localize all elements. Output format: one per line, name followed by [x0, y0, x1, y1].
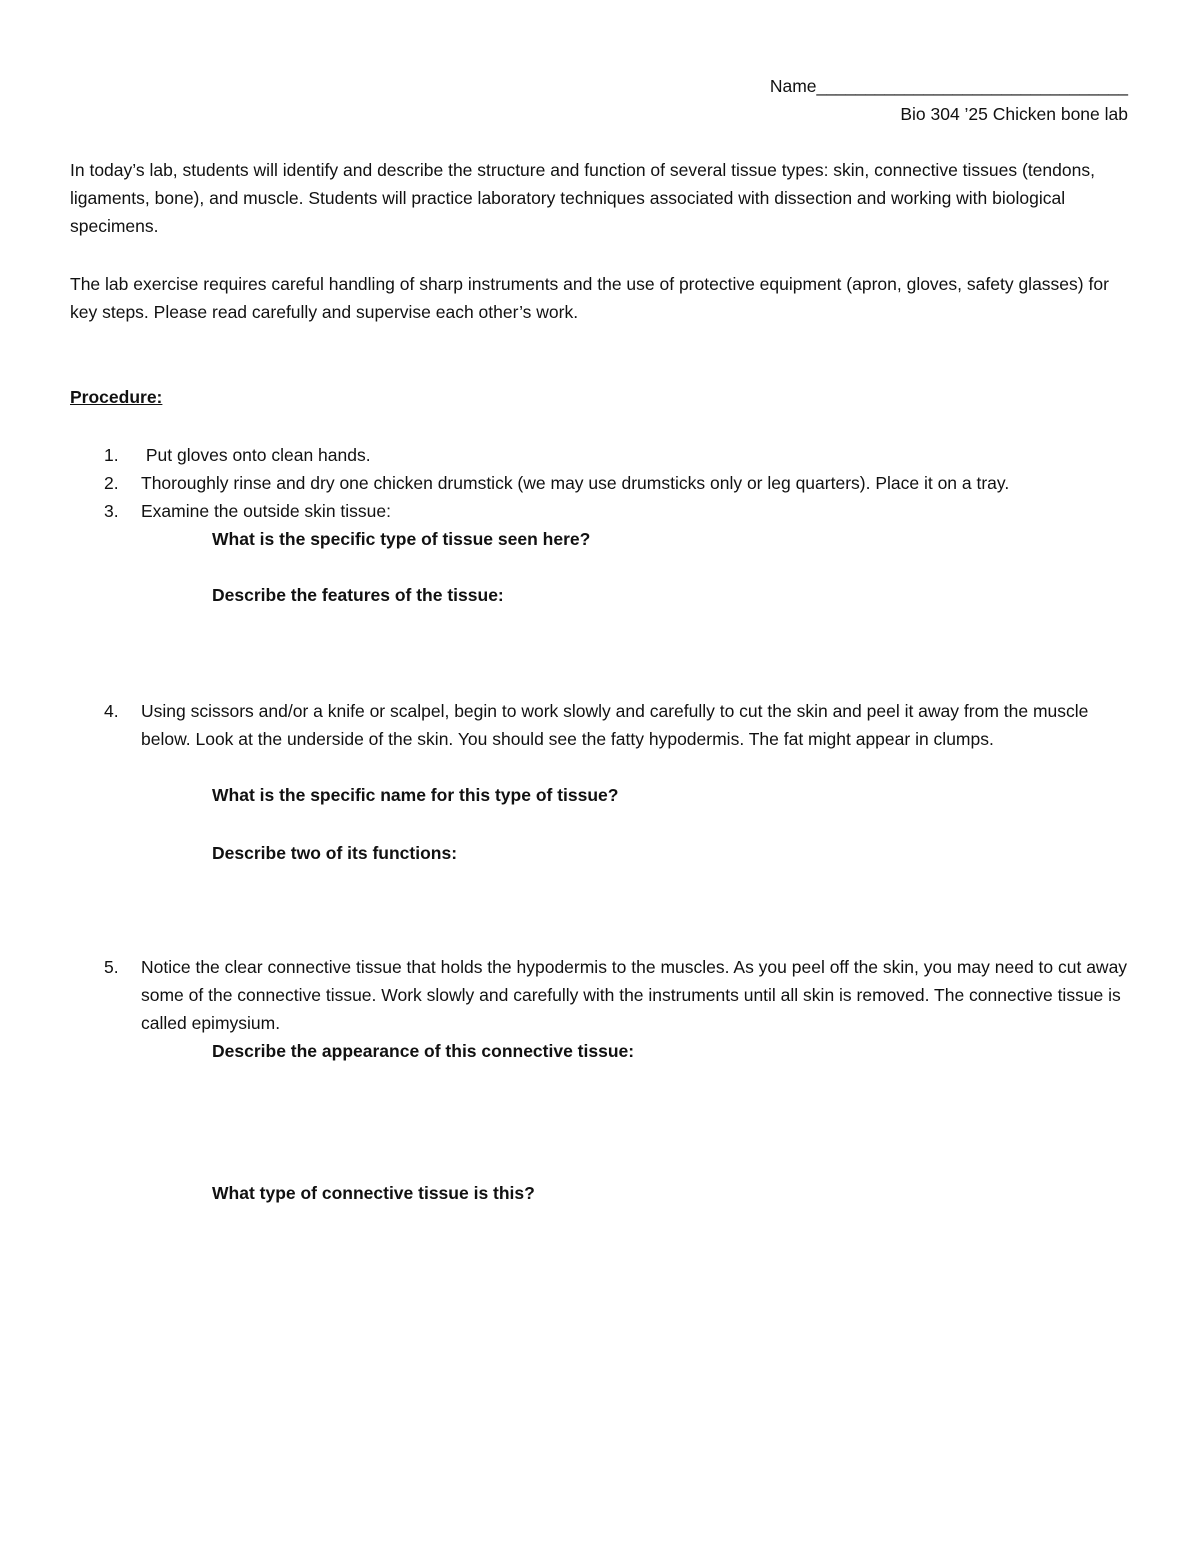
question-tissue-features: Describe the features of the tissue: — [212, 585, 504, 605]
course-title: Bio 304 ’25 Chicken bone lab — [900, 104, 1128, 124]
question-tissue-type: What is the specific type of tissue seen here? — [212, 529, 591, 549]
step-text: Put gloves onto clean hands. — [141, 445, 371, 465]
step-number: 3. — [104, 501, 119, 521]
step-number: 4. — [104, 701, 119, 721]
question-connective-type: What type of connective tissue is this? — [212, 1183, 535, 1203]
intro-paragraph: In today’s lab, students will identify and describe the structure and function of several tissue types: skin, connective tissues (tendons, ligaments, bone), and muscle. Students will practice laboratory techniques associated with dissection and working with biological specimens. — [70, 160, 1095, 236]
step-number: 5. — [104, 957, 119, 977]
safety-paragraph: The lab exercise requires careful handling of sharp instruments and the use of protective equipment (apron, gloves, safety glasses) for key steps. Please read carefully and supervise each other’s work. — [70, 274, 1109, 322]
step-text: Notice the clear connective tissue that holds the hypodermis to the muscles. As you peel off the skin, you may need to cut away some of the connective tissue. Work slowly and carefully with the instruments until all skin is removed. The connective tissue is called epimysium. — [141, 957, 1128, 1033]
step-text: Using scissors and/or a knife or scalpel, begin to work slowly and carefully to cut the skin and peel it away from the muscle below. Look at the underside of the skin. You should see the fatty hypodermis. The fat might appear in clumps. — [141, 701, 1089, 749]
step-text: Examine the outside skin tissue: — [141, 501, 391, 521]
procedure-heading: Procedure: — [70, 387, 163, 407]
step-number: 2. — [104, 473, 119, 493]
question-tissue-name: What is the specific name for this type of tissue? — [212, 785, 619, 805]
step-text: Thoroughly rinse and dry one chicken drumstick (we may use drumsticks only or leg quarters). Place it on a tray. — [141, 473, 1010, 493]
question-appearance: Describe the appearance of this connective tissue: — [212, 1041, 635, 1061]
step-number: 1. — [104, 445, 119, 465]
name-field-label: Name________________________________ — [769, 76, 1128, 96]
question-functions: Describe two of its functions: — [212, 843, 458, 863]
